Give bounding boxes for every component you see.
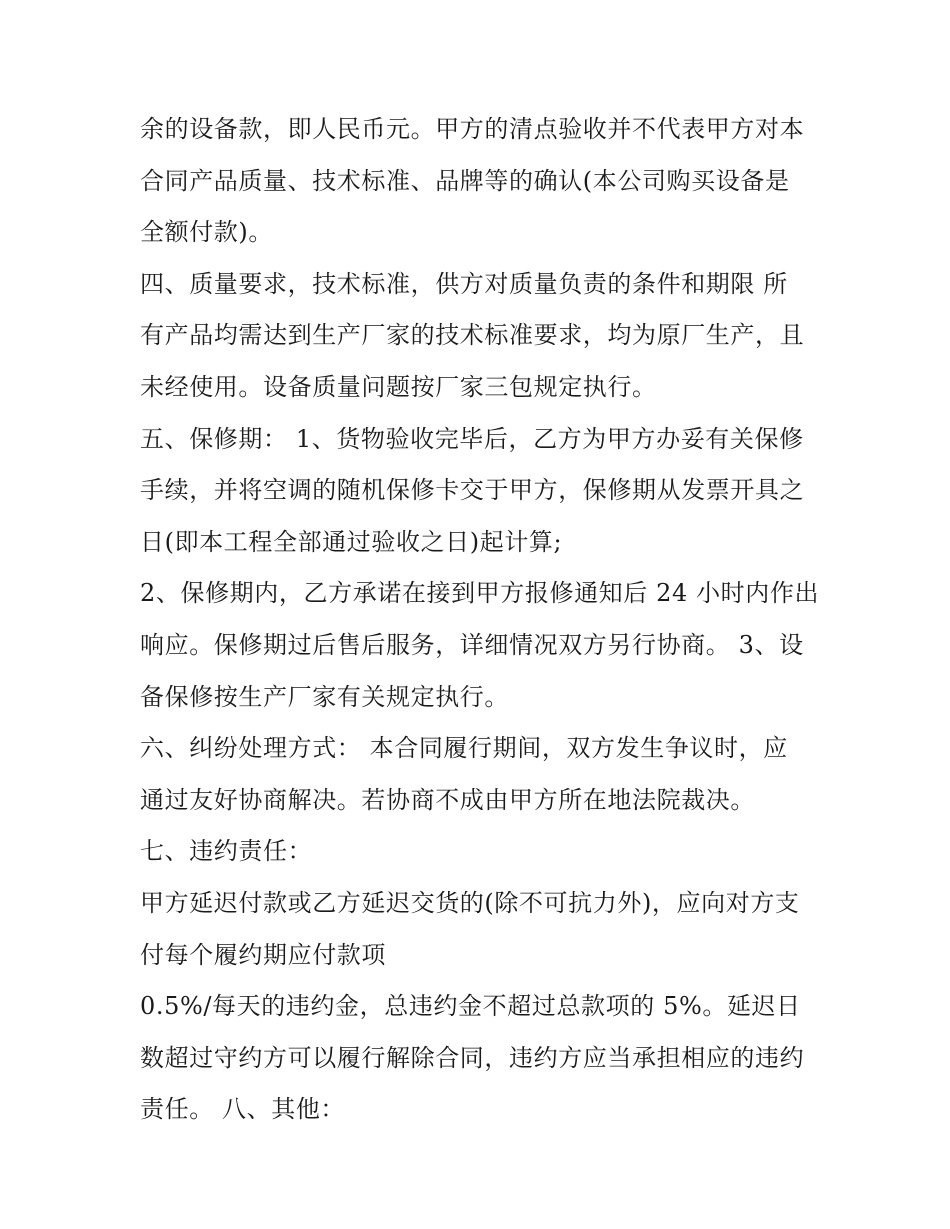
- text-line: 五、保修期： 1、货物验收完毕后，乙方为甲方办妥有关保修: [140, 424, 804, 453]
- text-line: 通过友好协商解决。若协商不成由甲方所在地法院裁决。: [140, 785, 755, 814]
- text-line: 四、质量要求，技术标准，供方对质量负责的条件和期限 所: [140, 269, 788, 298]
- contract-body-text: [140, 104, 830, 1136]
- text-line: 责任。 八、其他：: [140, 1095, 346, 1124]
- text-line: 手续，并将空调的随机保修卡交于甲方，保修期从发票开具之: [140, 476, 805, 505]
- text-line: 0.5%/每天的违约金，总违约金不超过总款项的 5%。延迟日: [140, 992, 801, 1021]
- text-line: 数超过守约方可以履行解除合同，违约方应当承担相应的违约: [140, 1043, 805, 1072]
- text-line: 合同产品质量、技术标准、品牌等的确认(本公司购买设备是: [140, 166, 790, 195]
- text-line: 有产品均需达到生产厂家的技术标准要求，均为原厂生产，且: [140, 321, 805, 350]
- text-line: 未经使用。设备质量问题按厂家三包规定执行。: [140, 372, 657, 401]
- text-line: 七、违约责任：: [140, 837, 313, 866]
- text-line: 备保修按生产厂家有关规定执行。: [140, 682, 509, 711]
- text-line: 余的设备款，即人民币元。甲方的清点验收并不代表甲方对本: [140, 115, 805, 143]
- text-line: 六、纠纷处理方式： 本合同履行期间，双方发生争议时，应: [140, 734, 788, 763]
- text-line: 2、保修期内，乙方承诺在接到甲方报修通知后 24 小时内作出: [140, 579, 820, 608]
- text-line: 日(即本工程全部通过验收之日)起计算;: [140, 527, 563, 556]
- text-line: 付每个履约期应付款项: [140, 940, 386, 969]
- text-line: 甲方延迟付款或乙方延迟交货的(除不可抗力外)，应向对方支: [140, 888, 800, 917]
- text-line: 全额付款)。: [140, 218, 273, 247]
- text-line: 响应。保修期过后售后服务，详细情况双方另行协商。 3、设: [140, 630, 804, 659]
